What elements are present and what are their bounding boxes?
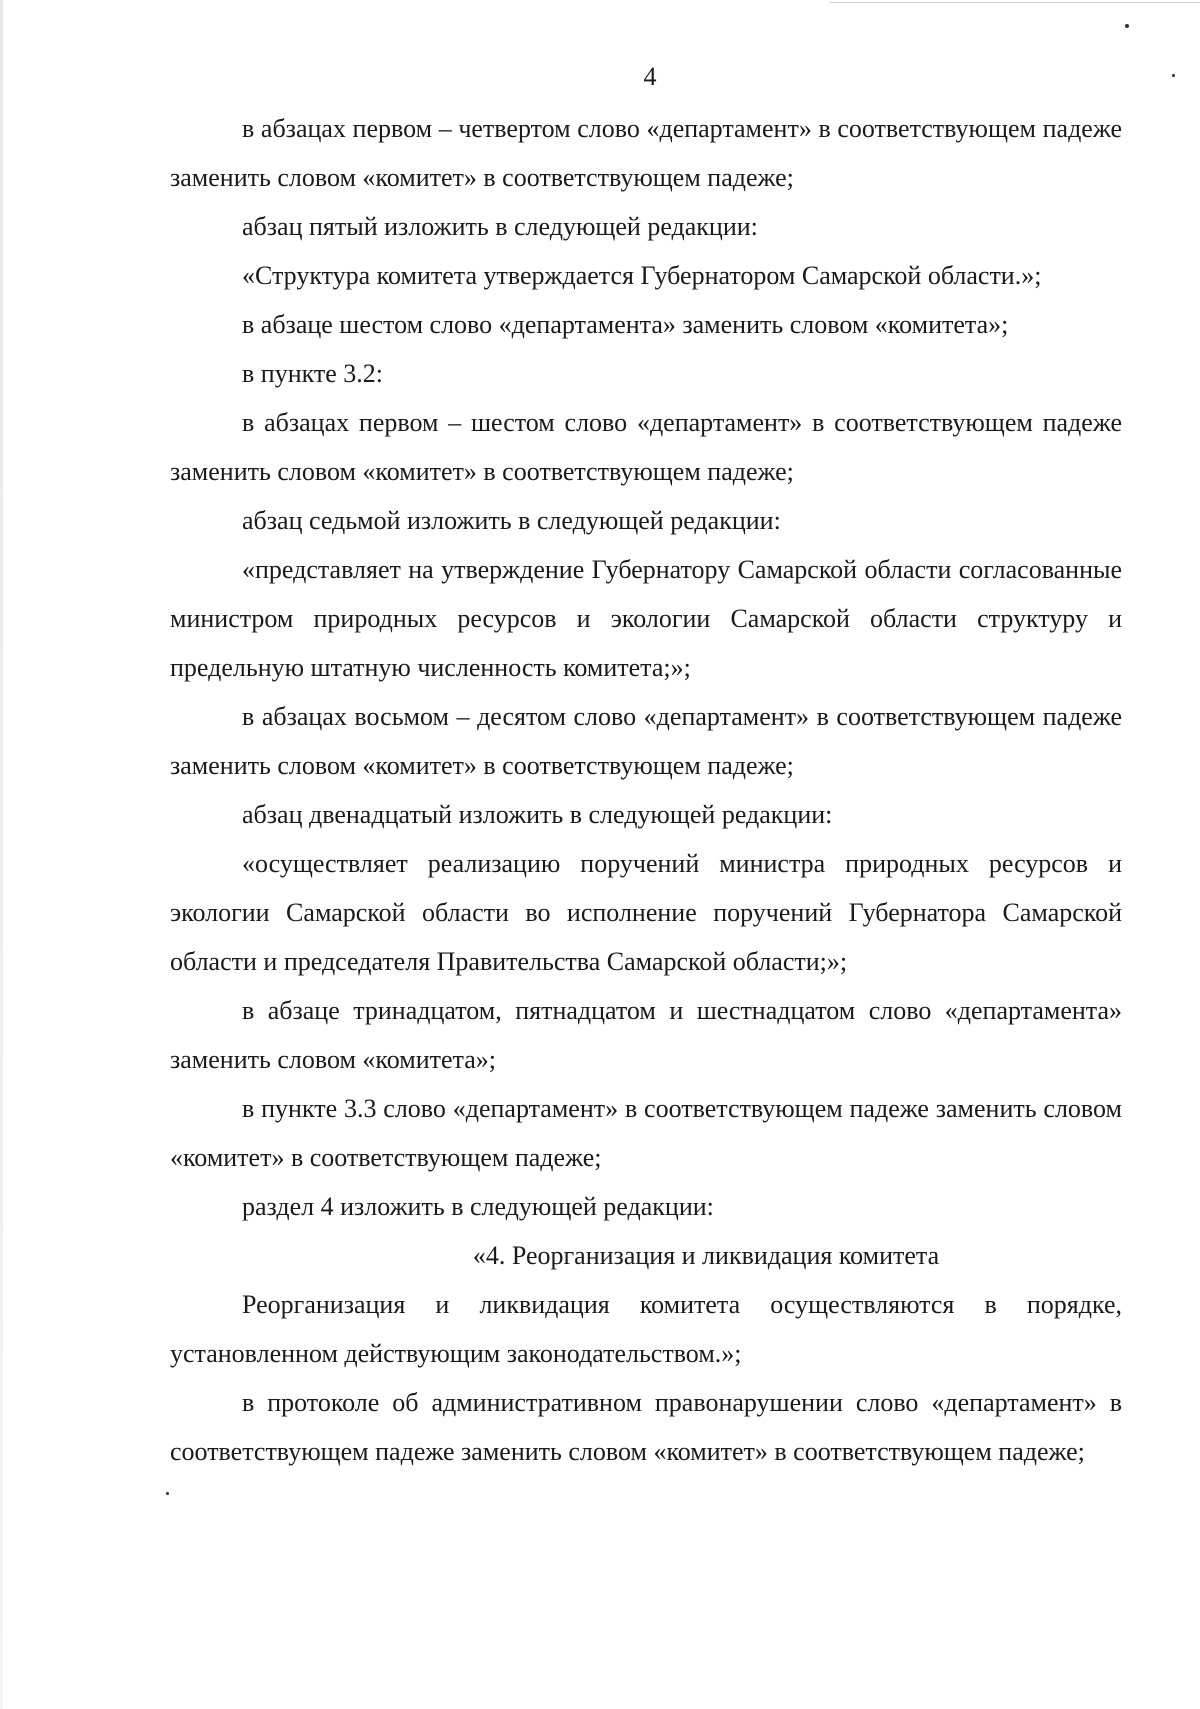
paragraph: в пункте 3.2: <box>242 359 384 388</box>
paragraph: абзац пятый изложить в следующей редакции: <box>242 212 758 241</box>
paragraph: в абзаце шестом слово «департамента» заменить словом «комитета»; <box>242 310 1009 339</box>
paragraph: раздел 4 изложить в следующей редакции: <box>242 1192 714 1221</box>
paragraph: в протоколе об административном правонарушении слово «департамент» в соответствующем падеже заменить словом «комитет» в соответствующем падеже; <box>170 1388 1122 1466</box>
section-heading: «4. Реорганизация и ликвидация комитета <box>472 1241 940 1270</box>
paragraph: «Структура комитета утверждается Губернатором Самарской области.»; <box>242 261 1042 290</box>
paragraph: «представляет на утверждение Губернатору Самарской области согласованные министром природных ресурсов и экологии Самарской области структуру и предельную штатную численность комитета;»; <box>170 555 1122 682</box>
scan-edge <box>0 0 3 1709</box>
paragraph: в абзацах первом – шестом слово «департамент» в соответствующем падеже заменить словом «комитет» в соответствующем падеже; <box>170 408 1122 486</box>
scan-speck <box>166 1492 169 1495</box>
paragraph: в абзаце тринадцатом, пятнадцатом и шестнадцатом слово «департамента» заменить словом «комитета»; <box>170 996 1122 1074</box>
document-body <box>170 104 1122 1476</box>
scan-line <box>830 2 1200 3</box>
paragraph: «осуществляет реализацию поручений министра природных ресурсов и экологии Самарской области во исполнение поручений Губернатора Самарской области и председателя Правительства Самарской области;»; <box>170 849 1122 976</box>
paragraph: абзац двенадцатый изложить в следующей редакции: <box>242 800 833 829</box>
page-number: 4 <box>643 62 657 91</box>
scan-speck <box>1125 24 1129 28</box>
paragraph: в абзацах первом – четвертом слово «департамент» в соответствующем падеже заменить словом «комитет» в соответствующем падеже; <box>170 114 1122 192</box>
paragraph: в пункте 3.3 слово «департамент» в соответствующем падеже заменить словом «комитет» в соответствующем падеже; <box>170 1094 1122 1172</box>
paragraph: Реорганизация и ликвидация комитета осуществляются в порядке, установленном действующим законодательством.»; <box>170 1290 1122 1368</box>
paragraph: в абзацах восьмом – десятом слово «департамент» в соответствующем падеже заменить словом «комитет» в соответствующем падеже; <box>170 702 1122 780</box>
paragraph: абзац седьмой изложить в следующей редакции: <box>242 506 781 535</box>
